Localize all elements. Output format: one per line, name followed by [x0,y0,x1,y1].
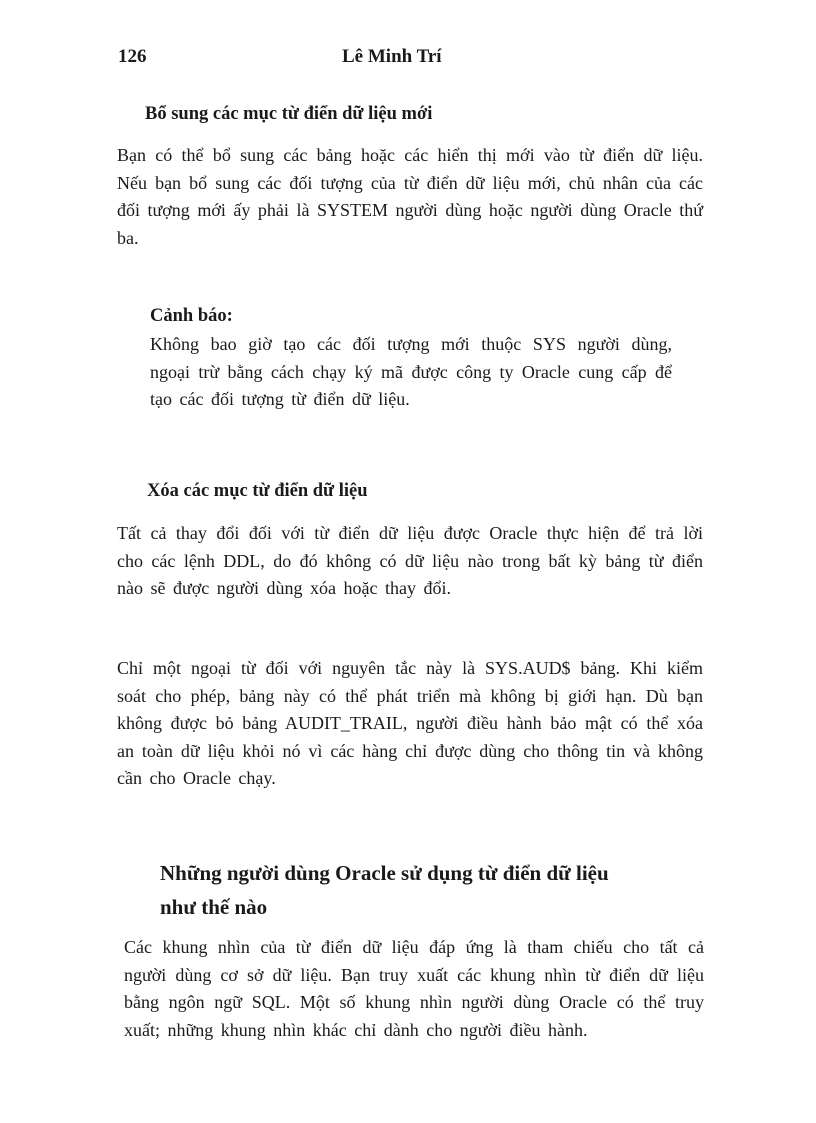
running-head-author: Lê Minh Trí [342,46,442,67]
paragraph-delete-entries-1: Tất cả thay đổi đối với từ điển dữ liệu được Oracle thực hiện để trả lời cho các lệnh DDL, do đó không có dữ liệu nào trong bất kỳ bảng từ điển nào sẽ được người dùng xóa hoặc thay đổi. [117,523,703,598]
section-delete-heading-wrap [147,481,667,502]
warning-box [150,306,672,414]
section-usage-heading-wrap [160,856,700,924]
section-heading-usage-line-2: như thế nào [160,895,268,919]
section-delete-body-2 [117,655,703,793]
paragraph-usage: Các khung nhìn của từ điển dữ liệu đáp ứng là tham chiếu cho tất cả người dùng cơ sở dữ liệu. Bạn truy xuất các khung nhìn từ điển dữ liệu bằng ngôn ngữ SQL. Một số khung nhìn người dùng Oracle có thể truy xuất; những khung nhìn khác chỉ dành cho người điều hành. [124,937,704,1040]
section-add-body [117,142,703,252]
warning-text: Không bao giờ tạo các đối tượng mới thuộc SYS người dùng, ngoại trừ bằng cách chạy ký mã được công ty Oracle cung cấp để tạo các đối tượng từ điển dữ liệu. [150,334,672,409]
section-add-heading-wrap [145,104,665,125]
section-usage-body [124,934,704,1044]
paragraph-delete-entries-2: Chỉ một ngoại từ đối với nguyên tắc này là SYS.AUD$ bảng. Khi kiểm soát cho phép, bảng này có thể phát triển mà không bị giới hạn. Dù bạn không được bỏ bảng AUDIT_TRAIL, người điều hành bảo mật có thể xóa an toàn dữ liệu khỏi nó vì các hàng chỉ được dùng cho thông tin và không cần cho Oracle chạy. [117,658,703,788]
section-heading-delete-entries: Xóa các mục từ điển dữ liệu [147,481,368,501]
warning-title: Cảnh báo: [150,306,233,326]
section-heading-usage-line-1: Những người dùng Oracle sử dụng từ điển dữ liệu [160,861,609,885]
page-header [110,46,670,76]
section-delete-body [117,520,703,603]
page-number: 126 [118,46,147,67]
section-heading-add-entries: Bổ sung các mục từ điển dữ liệu mới [145,104,433,124]
paragraph-add-entries: Bạn có thể bổ sung các bảng hoặc các hiển thị mới vào từ điển dữ liệu. Nếu bạn bổ sung các đối tượng của từ điển dữ liệu mới, chủ nhân của các đối tượng mới ấy phải là SYSTEM người dùng hoặc người dùng Oracle thứ ba. [117,145,703,248]
